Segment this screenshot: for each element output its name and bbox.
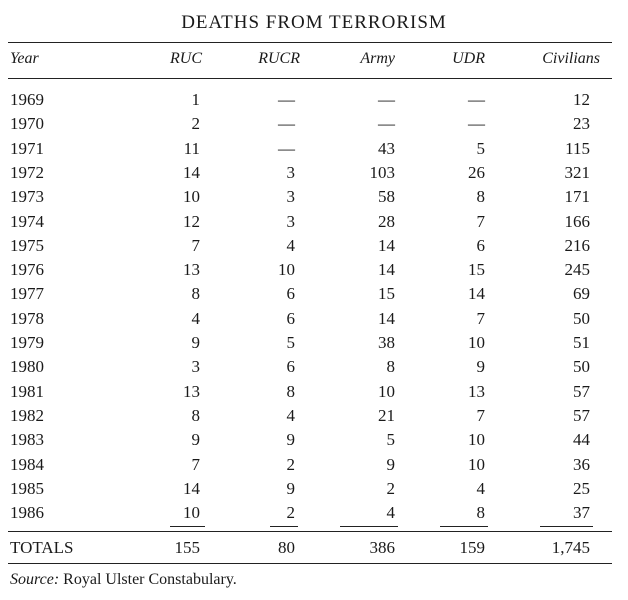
cell-udr: 8	[476, 503, 485, 522]
cell-year: 1971	[10, 139, 44, 158]
cell-year: 1984	[10, 455, 44, 474]
cell-army: 2	[386, 479, 395, 498]
totals-label: TOTALS	[10, 538, 74, 557]
cell-udr: 13	[468, 382, 485, 401]
cell-army: 14	[378, 236, 395, 255]
header-civilians: Civilians	[542, 50, 600, 67]
cell-year: 1973	[10, 187, 44, 206]
cell-year: 1970	[10, 114, 44, 133]
cell-civilians: 57	[573, 406, 590, 425]
cell-rucr: 4	[286, 406, 295, 425]
cell-ruc: 9	[191, 430, 200, 449]
cell-rucr: 3	[286, 163, 295, 182]
cell-udr: 7	[476, 212, 485, 231]
cell-ruc: 3	[191, 357, 200, 376]
cell-army: 4	[386, 503, 395, 522]
cell-rucr: 9	[286, 479, 295, 498]
cell-army: 38	[378, 333, 395, 352]
cell-udr: 4	[476, 479, 485, 498]
cell-rucr: —	[278, 139, 295, 158]
cell-rucr: 2	[286, 503, 295, 522]
bottom-rule	[8, 563, 612, 564]
header-rucr: RUCR	[258, 50, 300, 67]
table-title: DEATHS FROM TERRORISM	[181, 12, 447, 33]
cell-udr: 26	[468, 163, 485, 182]
header-ruc: RUC	[170, 50, 202, 67]
cell-civilians: 44	[573, 430, 590, 449]
cell-udr: 8	[476, 187, 485, 206]
cell-udr: 10	[468, 430, 485, 449]
cell-army: 15	[378, 284, 395, 303]
cell-rucr: 2	[286, 455, 295, 474]
cell-army: 14	[378, 309, 395, 328]
cell-ruc: 4	[191, 309, 200, 328]
cell-rucr: 6	[286, 309, 295, 328]
cell-army: 21	[378, 406, 395, 425]
cell-rucr: 8	[286, 382, 295, 401]
cell-civilians: 69	[573, 284, 590, 303]
cell-year: 1979	[10, 333, 44, 352]
cell-rucr: —	[278, 114, 295, 133]
totals-rule	[8, 531, 612, 532]
cell-ruc: 10	[183, 187, 200, 206]
cell-udr: 7	[476, 406, 485, 425]
cell-rucr: 4	[286, 236, 295, 255]
cell-udr: 15	[468, 260, 485, 279]
cell-civilians: 25	[573, 479, 590, 498]
cell-year: 1974	[10, 212, 44, 231]
cell-civilians: 51	[573, 333, 590, 352]
sum-underline	[170, 526, 205, 527]
sum-underline	[540, 526, 593, 527]
header-udr: UDR	[452, 50, 485, 67]
cell-year: 1969	[10, 90, 44, 109]
cell-ruc: 13	[183, 260, 200, 279]
cell-army: 43	[378, 139, 395, 158]
cell-udr: —	[468, 90, 485, 109]
cell-year: 1982	[10, 406, 44, 425]
cell-civilians: 245	[564, 260, 590, 279]
cell-year: 1975	[10, 236, 44, 255]
cell-army: 8	[386, 357, 395, 376]
cell-rucr: 6	[286, 357, 295, 376]
cell-ruc: 13	[183, 382, 200, 401]
cell-year: 1978	[10, 309, 44, 328]
cell-udr: 7	[476, 309, 485, 328]
cell-civilians: 12	[573, 90, 590, 109]
cell-army: —	[378, 114, 395, 133]
cell-ruc: 12	[183, 212, 200, 231]
cell-udr: 14	[468, 284, 485, 303]
cell-ruc: 14	[183, 163, 200, 182]
cell-civilians: 23	[573, 114, 590, 133]
cell-rucr: 3	[286, 187, 295, 206]
cell-year: 1972	[10, 163, 44, 182]
cell-year: 1985	[10, 479, 44, 498]
source-label: Source:	[10, 571, 60, 588]
cell-army: 5	[386, 430, 395, 449]
cell-year: 1976	[10, 260, 44, 279]
cell-ruc: 2	[191, 114, 200, 133]
cell-civilians: 36	[573, 455, 590, 474]
totals-army: 386	[369, 538, 395, 557]
cell-udr: 6	[476, 236, 485, 255]
cell-army: 58	[378, 187, 395, 206]
cell-year: 1981	[10, 382, 44, 401]
cell-udr: —	[468, 114, 485, 133]
cell-ruc: 10	[183, 503, 200, 522]
cell-rucr: 10	[278, 260, 295, 279]
sum-underline	[440, 526, 488, 527]
cell-rucr: 3	[286, 212, 295, 231]
source-note	[10, 571, 237, 589]
cell-ruc: 7	[191, 236, 200, 255]
header-year: Year	[10, 50, 39, 67]
cell-udr: 9	[476, 357, 485, 376]
cell-army: 9	[386, 455, 395, 474]
cell-civilians: 321	[564, 163, 590, 182]
totals-civilians: 1,745	[551, 538, 590, 557]
cell-army: 10	[378, 382, 395, 401]
cell-army: —	[378, 90, 395, 109]
cell-rucr: —	[278, 90, 295, 109]
cell-year: 1983	[10, 430, 44, 449]
cell-udr: 10	[468, 333, 485, 352]
cell-ruc: 8	[191, 284, 200, 303]
totals-ruc: 155	[174, 538, 200, 557]
cell-year: 1977	[10, 284, 44, 303]
cell-ruc: 1	[191, 90, 200, 109]
cell-ruc: 7	[191, 455, 200, 474]
top-rule	[8, 42, 612, 43]
cell-udr: 10	[468, 455, 485, 474]
cell-civilians: 57	[573, 382, 590, 401]
cell-civilians: 115	[565, 139, 590, 158]
cell-year: 1986	[10, 503, 44, 522]
sum-underline	[340, 526, 398, 527]
source-text: Royal Ulster Constabulary.	[59, 571, 237, 588]
cell-ruc: 9	[191, 333, 200, 352]
cell-ruc: 11	[183, 139, 200, 158]
header-army: Army	[360, 50, 395, 67]
sum-underline	[270, 526, 298, 527]
cell-civilians: 166	[564, 212, 590, 231]
cell-army: 28	[378, 212, 395, 231]
cell-army: 14	[378, 260, 395, 279]
cell-civilians: 216	[564, 236, 590, 255]
cell-year: 1980	[10, 357, 44, 376]
cell-civilians: 37	[573, 503, 590, 522]
cell-rucr: 6	[286, 284, 295, 303]
totals-rucr: 80	[278, 538, 295, 557]
totals-udr: 159	[459, 538, 485, 557]
cell-civilians: 50	[573, 309, 590, 328]
cell-civilians: 171	[564, 187, 590, 206]
header-rule	[8, 78, 612, 79]
cell-civilians: 50	[573, 357, 590, 376]
cell-rucr: 9	[286, 430, 295, 449]
cell-ruc: 8	[191, 406, 200, 425]
cell-army: 103	[369, 163, 395, 182]
cell-rucr: 5	[286, 333, 295, 352]
cell-ruc: 14	[183, 479, 200, 498]
cell-udr: 5	[476, 139, 485, 158]
